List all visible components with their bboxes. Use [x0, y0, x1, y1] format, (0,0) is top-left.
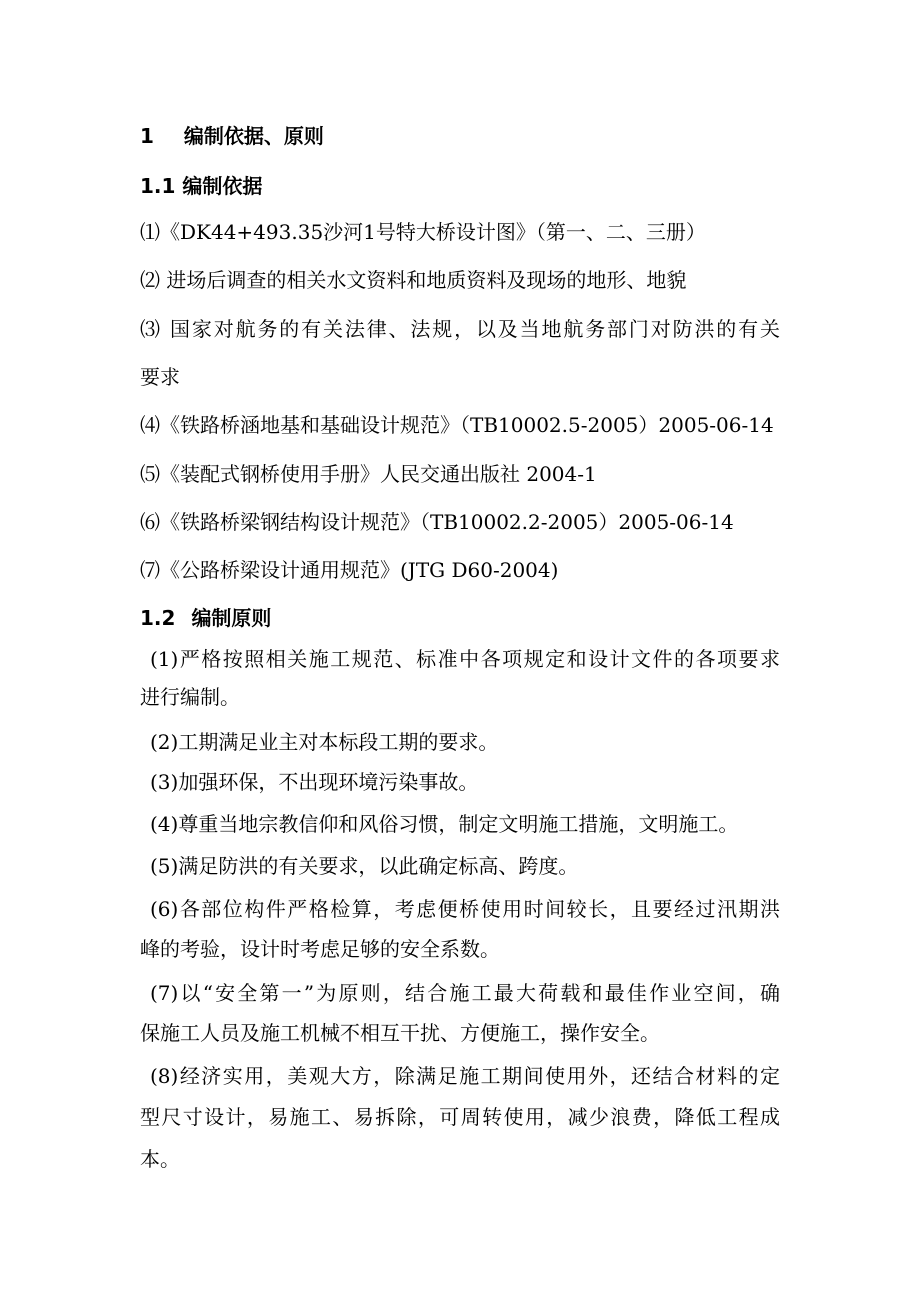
basis-item-3: ⑶ 国家对航务的有关法律、法规，以及当地航务部门对防洪的有关 — [140, 317, 780, 341]
principle-line-10: 保施工人员及施工机械不相互干扰、方便施工，操作安全。 — [140, 1021, 660, 1045]
principle-line-13: 本。 — [140, 1147, 180, 1171]
principle-line-12: 型尺寸设计，易施工、易拆除，可周转使用，减少浪费，降低工程成 — [140, 1105, 780, 1129]
section-1-2-heading — [140, 605, 271, 631]
basis-item-3-continued: 要求 — [140, 365, 180, 389]
section-1-1-number: 1.1 — [140, 174, 176, 198]
principle-line-6: (5)满足防洪的有关要求，以此确定标高、跨度。 — [150, 854, 579, 878]
principle-line-7: (6)各部位构件严格检算，考虑便桥使用时间较长，且要经过汛期洪 — [150, 897, 780, 921]
principle-line-8: 峰的考验，设计时考虑足够的安全系数。 — [140, 937, 500, 961]
principle-line-1: (1)严格按照相关施工规范、标准中各项规定和设计文件的各项要求 — [150, 647, 780, 671]
basis-item-6: ⑹《铁路桥梁钢结构设计规范》（TB10002.2-2005）2005-06-14 — [140, 510, 734, 534]
basis-item-7: ⑺《公路桥梁设计通用规范》(JTG D60-2004) — [140, 558, 559, 582]
basis-item-1: ⑴《DK44+493.35沙河1号特大桥设计图》（第一、二、三册） — [140, 220, 706, 244]
section-1-1-heading — [140, 173, 262, 199]
section-1-2-title: 编制原则 — [191, 606, 272, 630]
principle-line-9: (7)以“安全第一”为原则，结合施工最大荷载和最佳作业空间，确 — [150, 981, 780, 1005]
section-1-2-number: 1.2 — [140, 606, 176, 630]
section-1-title: 编制依据、原则 — [183, 124, 324, 148]
principle-line-2: 进行编制。 — [140, 685, 240, 709]
principle-line-3: (2)工期满足业主对本标段工期的要求。 — [150, 730, 499, 754]
basis-item-2: ⑵ 进场后调查的相关水文资料和地质资料及现场的地形、地貌 — [140, 268, 687, 292]
basis-item-4: ⑷《铁路桥涵地基和基础设计规范》（TB10002.5-2005）2005-06-14 — [140, 413, 774, 437]
principle-line-11: (8)经济实用，美观大方，除满足施工期间使用外，还结合材料的定 — [150, 1064, 780, 1088]
section-1-1-title: 编制依据 — [182, 174, 263, 198]
principle-line-5: (4)尊重当地宗教信仰和风俗习惯，制定文明施工措施，文明施工。 — [150, 812, 739, 836]
principle-line-4: (3)加强环保，不出现环境污染事故。 — [150, 770, 479, 794]
section-1-heading — [140, 123, 324, 149]
basis-item-5: ⑸《装配式钢桥使用手册》人民交通出版社 2004-1 — [140, 462, 597, 486]
section-1-number: 1 — [140, 124, 154, 148]
